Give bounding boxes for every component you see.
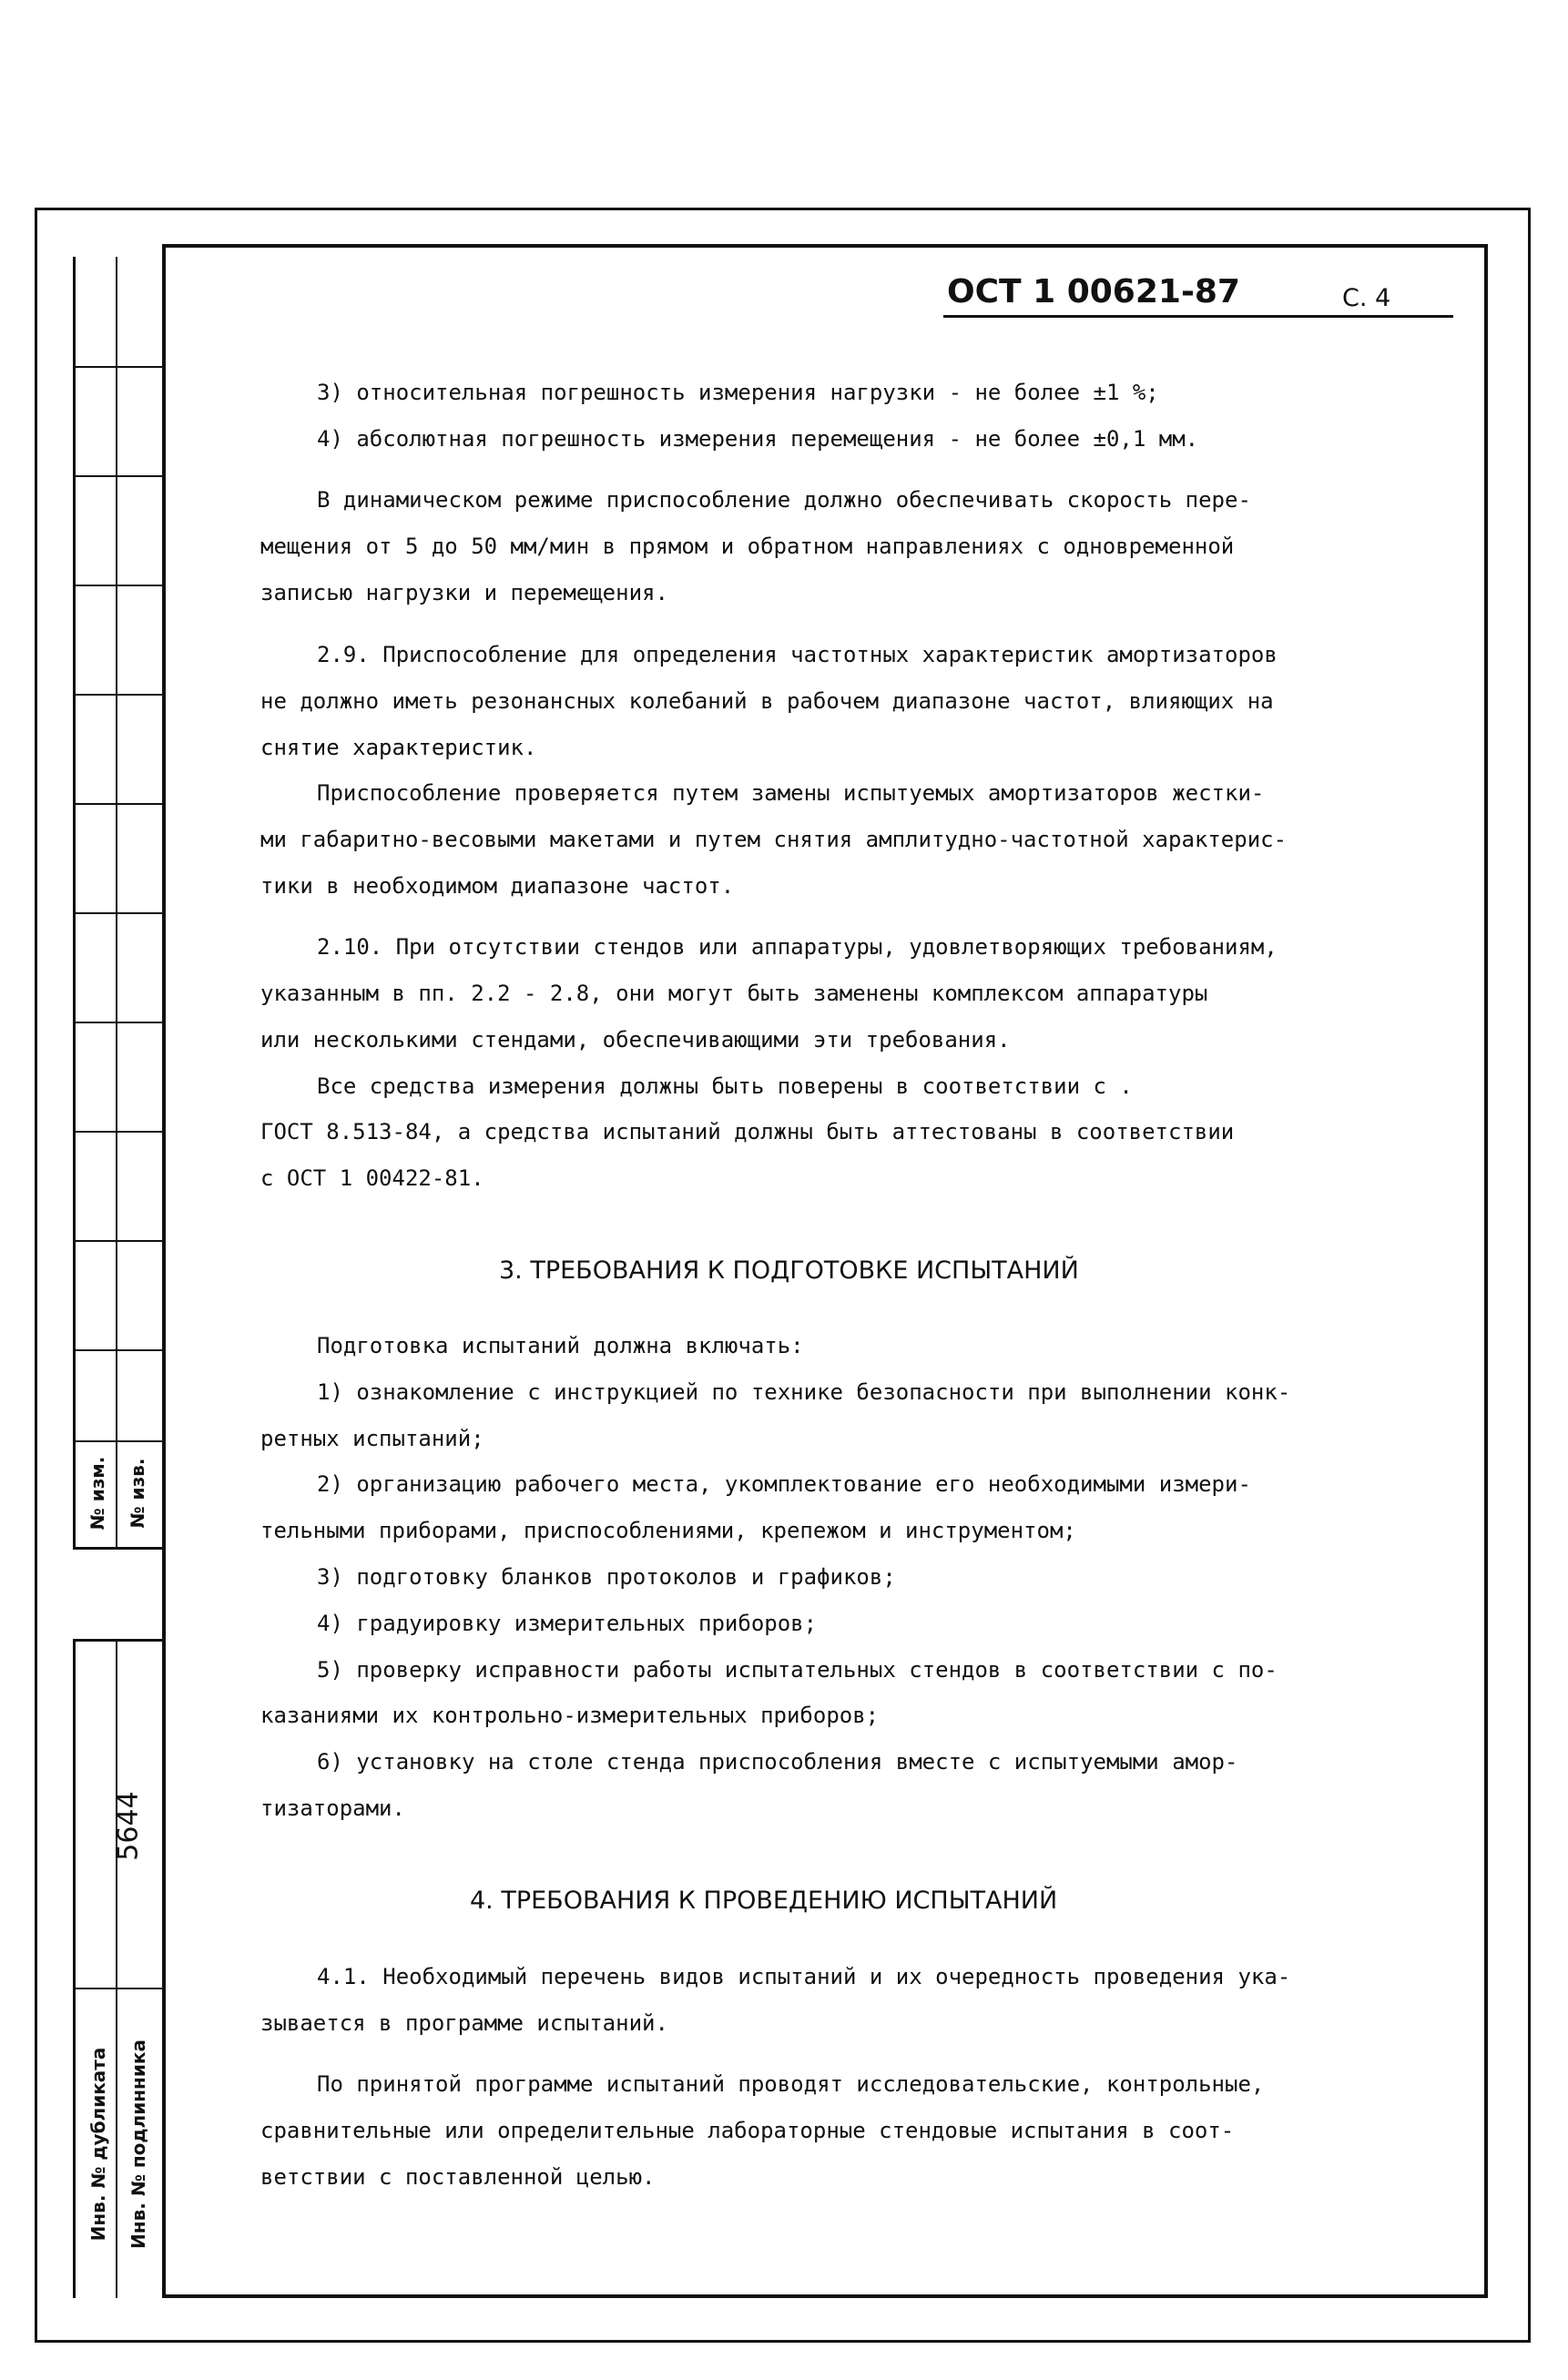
- text-line: ветствии с поставленной целью.: [260, 2164, 656, 2190]
- text-line: 3) подготовку бланков протоколов и графиков;: [317, 1564, 896, 1590]
- text-line: ми габаритно-весовыми макетами и путем снятия амплитудно-частотной характерис-: [260, 827, 1288, 852]
- text-line: тики в необходимом диапазоне частот.: [260, 873, 735, 899]
- text-line: мещения от 5 до 50 мм/мин в прямом и обратном направлениях с одновременной: [260, 534, 1235, 559]
- text-line: По принятой программе испытаний проводят исследовательские, контрольные,: [317, 2071, 1265, 2097]
- text-line: 5) проверку исправности работы испытательных стендов в соответствии с по-: [317, 1657, 1278, 1683]
- text-line: зывается в программе испытаний.: [260, 2010, 668, 2036]
- text-line: Приспособление проверяется путем замены испытуемых амортизаторов жестки-: [317, 780, 1265, 806]
- page-number: С. 4: [1342, 284, 1391, 312]
- revision-no-label: № изв.: [127, 1458, 148, 1529]
- header-underline: [943, 315, 1453, 318]
- outer-frame-bottom: [35, 2340, 1531, 2343]
- text-line: записью нагрузки и перемещения.: [260, 580, 668, 605]
- text-line: В динамическом режиме приспособление должно обеспечивать скорость пере-: [317, 487, 1251, 513]
- text-line: Подготовка испытаний должна включать:: [317, 1333, 804, 1358]
- text-line: ГОСТ 8.513-84, а средства испытаний должны быть аттестованы в соответствии: [260, 1119, 1235, 1144]
- text-line: 3) относительная погрешность измерения нагрузки - не более ±1 %;: [317, 380, 1159, 405]
- inventory-strip: [73, 1639, 162, 2298]
- text-line: или несколькими стендами, обеспечивающими эти требования.: [260, 1027, 1011, 1053]
- text-line: тельными приборами, приспособлениями, крепежом и инструментом;: [260, 1518, 1076, 1543]
- revision-strip: [73, 257, 162, 1550]
- duplicate-inv-label: Инв. № дубликата: [87, 2047, 109, 2242]
- text-line: ретных испытаний;: [260, 1426, 484, 1451]
- text-line: 4) абсолютная погрешность измерения перемещения - не более ±0,1 мм.: [317, 426, 1199, 452]
- text-line: сравнительные или определительные лабораторные стендовые испытания в соот-: [260, 2118, 1235, 2143]
- original-inv-label: Инв. № подлинника: [127, 2039, 149, 2249]
- section-heading: 4. ТРЕБОВАНИЯ К ПРОВЕДЕНИЮ ИСПЫТАНИЙ: [470, 1887, 1058, 1915]
- standard-number: ОСТ 1 00621-87: [947, 273, 1240, 310]
- text-line: казаниями их контрольно-измерительных приборов;: [260, 1703, 880, 1728]
- outer-frame-right: [1528, 208, 1531, 2342]
- text-line: 4.1. Необходимый перечень видов испытаний и их очередность проведения ука-: [317, 1964, 1291, 1989]
- text-line: 2.10. При отсутствии стендов или аппаратуры, удовлетворяющих требованиям,: [317, 934, 1278, 960]
- text-line: 2.9. Приспособление для определения частотных характеристик амортизаторов: [317, 642, 1278, 667]
- text-line: тизаторами.: [260, 1795, 405, 1821]
- section-heading: 3. ТРЕБОВАНИЯ К ПОДГОТОВКЕ ИСПЫТАНИЙ: [499, 1256, 1079, 1285]
- text-line: снятие характеристик.: [260, 735, 537, 760]
- text-line: с ОСТ 1 00422-81.: [260, 1165, 484, 1191]
- text-line: 2) организацию рабочего места, укомплектование его необходимыми измери-: [317, 1471, 1251, 1497]
- change-no-label: № изм.: [87, 1456, 108, 1531]
- outer-frame-top: [35, 208, 1531, 210]
- text-line: 1) ознакомление с инструкцией по технике безопасности при выполнении конк-: [317, 1379, 1291, 1405]
- text-line: 4) градуировку измерительных приборов;: [317, 1611, 818, 1636]
- inventory-value: 5644: [112, 1791, 145, 1861]
- outer-frame-left: [35, 208, 37, 2342]
- text-line: 6) установку на столе стенда приспособления вместе с испытуемыми амор-: [317, 1749, 1238, 1775]
- text-line: указанным в пп. 2.2 - 2.8, они могут быть заменены комплексом аппаратуры: [260, 981, 1208, 1006]
- text-line: Все средства измерения должны быть поверены в соответствии с .: [317, 1073, 1133, 1099]
- text-line: не должно иметь резонансных колебаний в рабочем диапазоне частот, влияющих на: [260, 688, 1274, 714]
